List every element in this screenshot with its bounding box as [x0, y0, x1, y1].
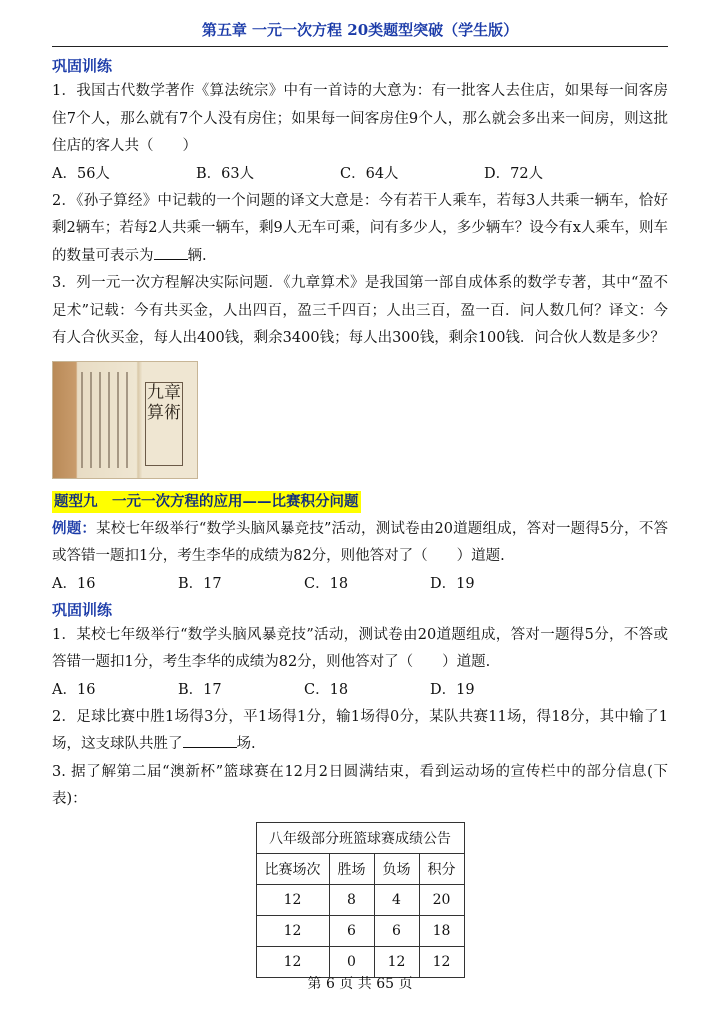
table-cell: 12 [256, 946, 329, 977]
practice-question-1-text: 1．某校七年级举行“数学头脑风暴竞技”活动，测试卷由20道题组成，答对一题得5分，不答或答错一题扣1分，考生李华的成绩为82分，则他答对了（ ）道题. [52, 626, 668, 670]
practice-question-3-text: 3. 据了解第二届“澳新杯”篮球赛在12月2日圆满结束，看到运动场的宣传栏中的部分信息(下表)： [52, 763, 668, 807]
table-cell: 18 [419, 915, 464, 946]
table-cell: 8 [329, 884, 374, 915]
question-2-text: 2．《孙子算经》中记载的一个问题的译文大意是：今有若干人乘车，若每3人共乘一辆车，恰好剩2辆车；若每2人共乘一辆车，剩9人无车可乘，问有多少人，多少辆车？设今有x人乘车，则车的数量可表示为 [52, 192, 668, 264]
example-question [52, 515, 668, 571]
book-title-label: 九章 算術 [145, 382, 183, 466]
table-header-row [256, 853, 464, 884]
question-1-text: 1．我国古代数学著作《算法统宗》中有一首诗的大意为：有一批客人去住店，如果每一间客房住7个人，那么就有7个人没有房住；如果每一间客房住9个人，那么就会多出来一间房，则这批住店的客人共（ ） [52, 83, 668, 154]
page-title: 第五章 一元一次方程 20类题型突破（学生版） [201, 21, 519, 39]
option-a: A．16 [52, 681, 96, 698]
header-points: 积分 [419, 853, 464, 884]
option-a: A．56人 [52, 165, 110, 182]
table-cell: 20 [419, 884, 464, 915]
example-text: 某校七年级举行“数学头脑风暴竞技”活动，测试卷由20道题组成，答对一题得5分，不答或答错一题扣1分，考生李华的成绩为82分，则他答对了（ ）道题. [52, 520, 669, 564]
page-content [52, 54, 668, 978]
table-cell: 12 [256, 915, 329, 946]
question-1-options [52, 161, 668, 188]
table-cell: 12 [374, 946, 419, 977]
header-wins: 胜场 [329, 853, 374, 884]
header-losses: 负场 [374, 853, 419, 884]
book-text-columns [81, 372, 131, 468]
table-cell: 0 [329, 946, 374, 977]
table-cell: 6 [329, 915, 374, 946]
page-number: 第 6 页 共 65 页 [307, 976, 413, 992]
practice-question-2-suffix: 场. [236, 736, 256, 752]
option-c: C．64人 [340, 165, 399, 182]
results-table [256, 822, 465, 978]
page-footer [0, 973, 720, 993]
table-caption: 八年级部分班篮球赛成绩公告 [256, 822, 464, 853]
option-d: D．72人 [484, 165, 544, 182]
option-d: D．19 [430, 575, 475, 592]
section-heading-practice-2: 巩固训练 [52, 600, 113, 619]
table-cell: 4 [374, 884, 419, 915]
table-cell: 12 [256, 884, 329, 915]
practice-question-2 [52, 704, 668, 759]
section-heading-practice-1: 巩固训练 [52, 57, 113, 75]
question-2-suffix: 辆. [187, 247, 207, 264]
example-options [52, 571, 668, 598]
question-3-text: 3．列一元一次方程解决实际问题．《九章算术》是我国第一部自成体系的数学专著，其中“盈不足术”记载：今有共买金，人出四百，盈三千四百；人出三百，盈一百．问人数几何？译文：今有人合伙买金，每人出400钱，剩余3400钱；每人出300钱，剩余100钱．问合伙人数是多少？ [52, 275, 668, 346]
option-b: B．63人 [196, 165, 255, 182]
table-cell: 6 [374, 915, 419, 946]
option-b: B．17 [178, 575, 222, 592]
section-heading-type-9: 题型九 一元一次方程的应用——比赛积分问题 [52, 491, 361, 513]
example-label: 例题： [52, 519, 97, 537]
table-row [256, 884, 464, 915]
answer-blank [154, 245, 188, 260]
option-c: C．18 [304, 681, 349, 698]
header-matches: 比赛场次 [256, 853, 329, 884]
question-2 [52, 188, 668, 271]
option-c: C．18 [304, 575, 349, 592]
table-row [256, 915, 464, 946]
answer-blank [183, 733, 237, 748]
practice-question-1-options [52, 677, 668, 704]
practice-question-2-text: 2．足球比赛中胜1场得3分，平1场得1分，输1场得0分，某队共赛11场，得18分，其中输了1场，这支球队共胜了 [52, 708, 668, 752]
book-photo [52, 361, 198, 479]
option-b: B．17 [178, 681, 222, 698]
page-header [52, 16, 668, 47]
table-cell: 12 [419, 946, 464, 977]
option-a: A．16 [52, 575, 96, 592]
option-d: D．19 [430, 681, 475, 698]
